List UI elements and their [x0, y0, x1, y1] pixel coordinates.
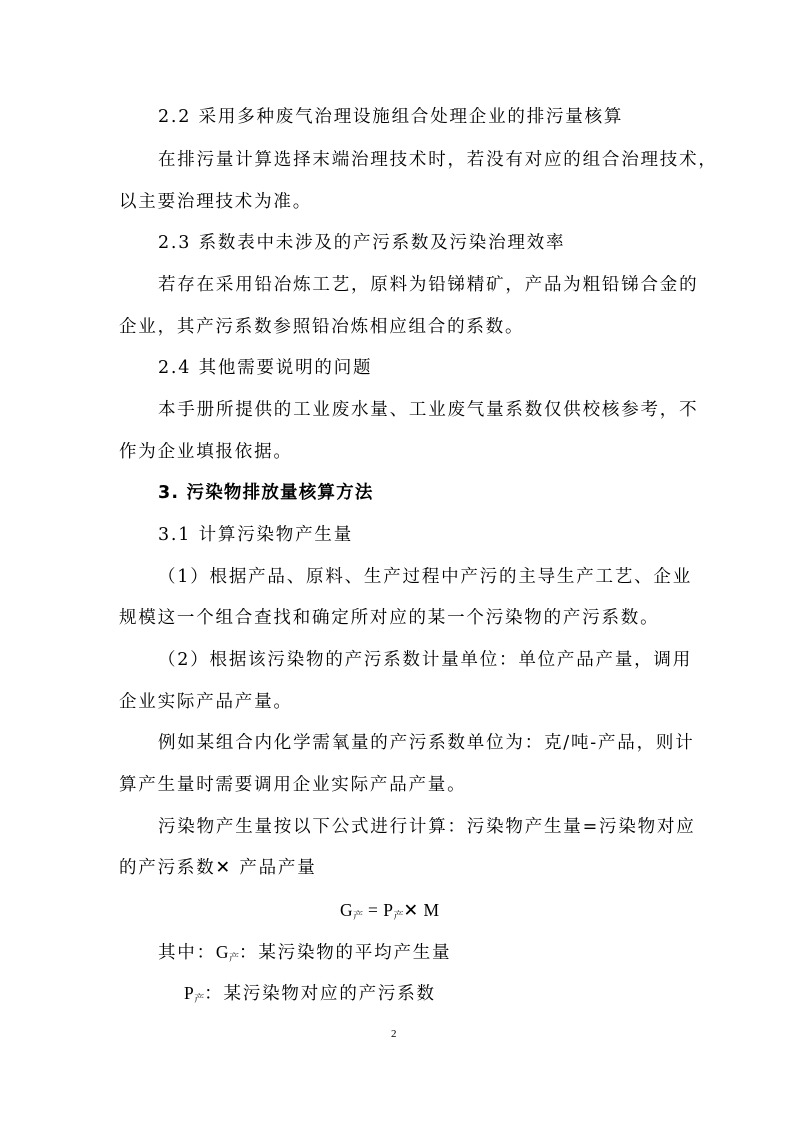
paragraph-line: 以主要治理技术为准。 [119, 192, 312, 212]
definition-g [158, 940, 451, 968]
paragraph-line: 规模这一个组合查找和确定所对应的某一个污染物的产污系数。 [119, 608, 660, 628]
paragraph-line: 企业，其产污系数参照铅冶炼相应组合的系数。 [119, 317, 525, 337]
paragraph-line: 本手册所提供的工业废水量、工业废气量系数仅供校核参考，不 [158, 400, 699, 420]
formula-p: P [383, 900, 394, 920]
paragraph-line: 算产生量时需要调用企业实际产品产量。 [119, 775, 467, 795]
formula-equals: = [363, 900, 384, 920]
paragraph-line: 企业实际产品产量。 [119, 692, 293, 712]
paragraph-line: 作为企业填报依据。 [119, 442, 293, 462]
paragraph-line: 在排污量计算选择末端治理技术时，若没有对应的组合治理技术， [158, 150, 718, 170]
definition-g-symbol: G [215, 942, 230, 962]
formula-g: G [340, 900, 354, 920]
section-heading-2-3: 2.3 系数表中未涉及的产污系数及污染治理效率 [158, 233, 566, 253]
paragraph-line: （2）根据该污染物的产污系数计量单位：单位产品产量，调用 [158, 650, 693, 670]
paragraph-line: 例如某组合内化学需氧量的产污系数单位为：克/吨-产品，则计 [158, 733, 695, 753]
formula [340, 898, 440, 926]
definition-prefix: 其中： [158, 943, 216, 963]
formula-p-subscript: 产 [393, 911, 404, 922]
paragraph-line: 污染物产生量按以下公式进行计算：污染物产生量=污染物对应 [158, 817, 696, 837]
definition-p-symbol: P [184, 983, 195, 1003]
formula-m: M [418, 900, 440, 920]
section-heading-3-1: 3.1 计算污染物产生量 [158, 525, 353, 545]
definition-g-text: ：某污染物的平均产生量 [239, 943, 452, 963]
section-heading-3: 3. 污染物排放量核算方法 [158, 483, 374, 503]
formula-g-subscript: 产 [353, 911, 364, 922]
section-heading-2-2: 2.2 采用多种废气治理设施组合处理企业的排污量核算 [158, 107, 624, 127]
formula-times: ✕ [403, 900, 419, 920]
section-heading-2-4: 2.4 其他需要说明的问题 [158, 358, 373, 378]
paragraph-line: 若存在采用铅冶炼工艺，原料为铅锑精矿，产品为粗铅锑合金的 [158, 275, 699, 295]
paragraph-line: （1）根据产品、原料、生产过程中产污的主导生产工艺、企业 [158, 567, 693, 587]
definition-p-subscript: 产 [194, 994, 205, 1005]
definition-p-text: ：某污染物对应的产污系数 [204, 984, 436, 1004]
definition-g-subscript: 产 [229, 953, 240, 964]
page-number: 2 [391, 1028, 397, 1040]
definition-p [184, 981, 436, 1009]
paragraph-line: 的产污系数✕ 产品产量 [119, 858, 317, 878]
